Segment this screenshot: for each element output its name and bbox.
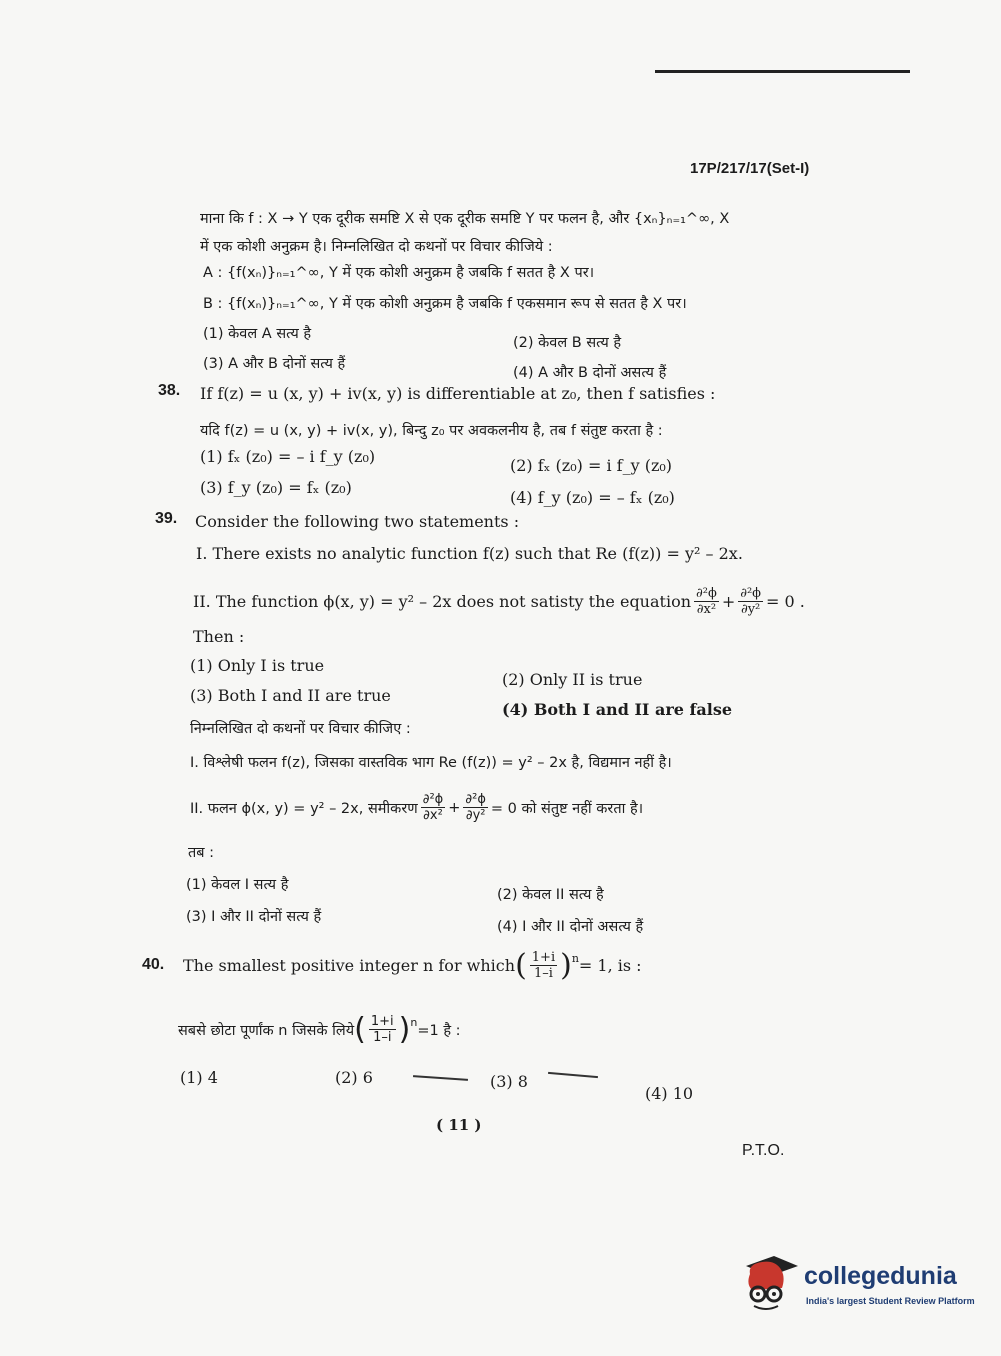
top-rule (655, 70, 910, 73)
fraction-denominator: 1–i (533, 966, 553, 981)
pen-stroke-mark (548, 1072, 598, 1078)
q40-option-1: (1) 4 (180, 1068, 218, 1087)
equals-zero: = 0 . (766, 592, 805, 611)
q39-statement-1-en: I. There exists no analytic function f(z) such that Re (f(z)) = y² – 2x. (196, 544, 743, 563)
q38-stem-hi: यदि f(z) = u (x, y) + iv(x, y), बिन्दु z₀ पर अवकलनीय है, तब f संतुष्ट करता है : (200, 423, 663, 439)
q39-en-fraction-x (694, 586, 719, 617)
q40-stem-en-text: The smallest positive integer n for which (183, 956, 516, 975)
left-paren: ( (515, 948, 527, 983)
q40-option-4: (4) 10 (645, 1084, 694, 1103)
fraction-numerator: 1+i (531, 950, 556, 965)
q38-option-3: (3) f_y (z₀) = fₓ (z₀) (200, 478, 352, 497)
q39-stem-hi: निम्नलिखित दो कथनों पर विचार कीजिए : (190, 721, 411, 737)
q39-option-3-hi: (3) I और II दोनों सत्य हैं (186, 909, 322, 925)
mascot-icon (740, 1254, 802, 1316)
equals-zero-hi: = 0 को संतुष्ट नहीं करता है। (490, 800, 644, 817)
fraction-denominator: ∂x² (423, 808, 443, 823)
q39-option-1-hi: (1) केवल I सत्य है (186, 877, 289, 893)
q37-statement-a: A : {f(xₙ)}ₙ₌₁^∞, Y में एक कोशी अनुक्रम है जबकि f सतत है X पर। (203, 265, 595, 281)
fraction-numerator: ∂²ϕ (696, 586, 717, 601)
q39-option-4-hi: (4) I और II दोनों असत्य हैं (497, 919, 644, 935)
q37-option-1: (1) केवल A सत्य है (203, 326, 312, 342)
q40-option-2: (2) 6 (335, 1068, 373, 1087)
fraction-denominator: 1–i (373, 1030, 392, 1045)
q40-stem-hi-text: सबसे छोटा पूर्णांक n जिसके लिये (178, 1022, 355, 1039)
q39-en-fraction-y (738, 586, 763, 617)
right-paren: ) (560, 948, 572, 983)
fraction-numerator: ∂²ϕ (422, 792, 444, 807)
q37-stem-line2: में एक कोशी अनुक्रम है। निम्नलिखित दो कथनों पर विचार कीजिये : (200, 239, 553, 255)
fraction-numerator: ∂²ϕ (465, 792, 486, 807)
exponent-n: n (571, 952, 579, 965)
q40-stem-en (183, 948, 642, 983)
q39-stem-en: Consider the following two statements : (195, 512, 520, 531)
page-number: ( 11 ) (436, 1116, 482, 1134)
q38-stem-en: If f(z) = u (x, y) + iv(x, y) is differentiable at z₀, then f satisfies : (200, 384, 716, 403)
q37-option-4: (4) A और B दोनों असत्य हैं (513, 365, 667, 381)
logo-wordmark: collegedunia (804, 1262, 957, 1290)
pto-label: P.T.O. (742, 1142, 785, 1159)
fraction-denominator: ∂y² (465, 808, 486, 823)
q37-option-2: (2) केवल B सत्य है (513, 335, 622, 351)
fraction-numerator: ∂²ϕ (740, 586, 762, 601)
q37-statement-b: B : {f(xₙ)}ₙ₌₁^∞, Y में एक कोशी अनुक्रम है जबकि f एकसमान रूप से सतत है X पर। (203, 296, 687, 312)
q39-option-2-en: (2) Only II is true (502, 670, 643, 689)
q39-number: 39. (155, 510, 178, 527)
exponent-n: n (410, 1016, 418, 1029)
q38-number: 38. (158, 382, 181, 399)
right-paren: ) (398, 1012, 411, 1047)
q38-option-2: (2) fₓ (z₀) = i f_y (z₀) (510, 456, 673, 475)
fraction-denominator: ∂y² (740, 602, 761, 617)
q39-statement-2-en (193, 586, 805, 617)
q39-hi-fraction-x (421, 792, 446, 823)
q39-statement-1-hi: I. विश्लेषी फलन f(z), जिसका वास्तविक भाग Re (f(z)) = y² – 2x है, विद्यमान नहीं है। (190, 755, 672, 771)
q37-stem-line1: माना कि f : X → Y एक दूरीक समष्टि X से एक दूरीक समष्टि Y पर फलन है, और {xₙ}ₙ₌₁^∞, X (200, 211, 730, 227)
q40-number: 40. (142, 956, 165, 973)
collegedunia-logo (740, 1250, 975, 1320)
q39-hi-fraction-y (463, 792, 488, 823)
q39-then-hi: तब : (188, 845, 215, 861)
q39-then-en: Then : (193, 627, 245, 646)
q40-en-fraction (530, 950, 557, 981)
q39-s2-hi-text: II. फलन ϕ(x, y) = y² – 2x, समीकरण (190, 800, 418, 817)
q40-stem-en-tail: = 1, is : (578, 956, 642, 975)
q40-stem-hi (178, 1012, 461, 1047)
q39-option-2-hi: (2) केवल II सत्य है (497, 887, 604, 903)
logo-tagline: India's largest Student Review Platform (806, 1296, 975, 1306)
q39-s2-en-text: II. The function ϕ(x, y) = y² – 2x does not satisty the equation (193, 592, 692, 611)
q39-option-3-en: (3) Both I and II are true (190, 686, 391, 705)
q38-option-4: (4) f_y (z₀) = – fₓ (z₀) (510, 488, 675, 507)
q40-hi-fraction (369, 1014, 396, 1045)
q39-option-1-en: (1) Only I is true (190, 656, 325, 675)
q39-option-4-en: (4) Both I and II are false (502, 700, 733, 719)
q38-option-1: (1) fₓ (z₀) = – i f_y (z₀) (200, 447, 376, 466)
plus-sign: + (448, 799, 461, 816)
q40-option-3: (3) 8 (490, 1072, 528, 1091)
q39-statement-2-hi (190, 792, 643, 823)
plus-sign: + (721, 592, 736, 611)
left-paren: ( (354, 1012, 366, 1047)
fraction-denominator: ∂x² (696, 602, 717, 617)
pen-stroke-mark (413, 1075, 468, 1081)
fraction-numerator: 1+i (370, 1014, 394, 1029)
q40-stem-hi-tail: =1 है : (417, 1022, 461, 1039)
paper-code: 17P/217/17(Set-I) (690, 160, 810, 177)
q37-option-3: (3) A और B दोनों सत्य हैं (203, 356, 346, 372)
